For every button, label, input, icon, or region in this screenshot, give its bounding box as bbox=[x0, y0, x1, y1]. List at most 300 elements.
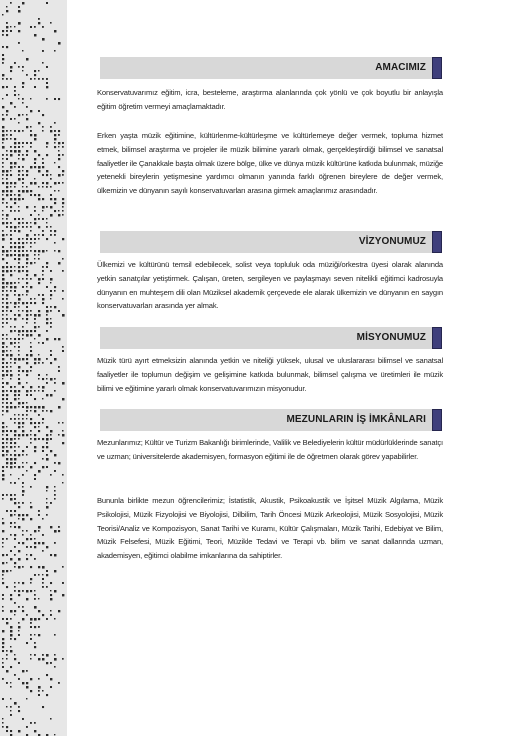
decorative-dot bbox=[46, 226, 48, 228]
decorative-dot bbox=[10, 154, 12, 156]
decorative-dot bbox=[58, 150, 60, 152]
decorative-dot bbox=[6, 730, 8, 732]
decorative-dot bbox=[10, 266, 12, 268]
decorative-dot bbox=[10, 186, 11, 187]
decorative-dot bbox=[18, 706, 20, 708]
decorative-dot bbox=[42, 586, 44, 588]
decorative-dot bbox=[18, 730, 20, 732]
decorative-dot bbox=[42, 298, 44, 300]
decorative-dot bbox=[34, 330, 36, 332]
decorative-dot bbox=[42, 62, 44, 64]
decorative-dot bbox=[10, 634, 13, 637]
decorative-dot bbox=[18, 438, 20, 440]
decorative-dot bbox=[2, 306, 4, 308]
decorative-dot bbox=[34, 590, 35, 591]
decorative-dot bbox=[26, 470, 28, 472]
decorative-dot bbox=[22, 610, 24, 612]
decorative-dot bbox=[50, 178, 52, 180]
decorative-dot bbox=[26, 126, 28, 128]
decorative-dot bbox=[18, 150, 21, 153]
decorative-dot bbox=[38, 22, 40, 24]
decorative-dot bbox=[38, 634, 40, 636]
decorative-dot bbox=[6, 374, 8, 376]
decorative-dot bbox=[2, 282, 4, 284]
decorative-dot bbox=[6, 234, 8, 236]
decorative-dot bbox=[58, 146, 59, 147]
decorative-dot bbox=[42, 398, 43, 399]
decorative-dot bbox=[22, 2, 24, 4]
decorative-dot bbox=[54, 250, 56, 252]
decorative-dot bbox=[2, 270, 4, 272]
decorative-dot bbox=[34, 254, 36, 256]
decorative-dot bbox=[62, 238, 64, 240]
decorative-dot bbox=[30, 370, 32, 372]
decorative-dot bbox=[42, 406, 45, 409]
decorative-dot bbox=[22, 426, 24, 428]
decorative-dot bbox=[22, 402, 24, 404]
decorative-dot bbox=[18, 398, 20, 400]
decorative-dot bbox=[30, 166, 32, 168]
decorative-dot bbox=[26, 322, 28, 324]
decorative-dot bbox=[54, 338, 56, 340]
decorative-dot bbox=[14, 270, 16, 272]
decorative-dot bbox=[2, 518, 3, 519]
decorative-dot bbox=[18, 206, 19, 207]
decorative-dot bbox=[58, 434, 60, 436]
decorative-dot bbox=[18, 98, 19, 99]
decorative-dot bbox=[6, 250, 8, 252]
decorative-dot bbox=[14, 338, 16, 340]
decorative-dot bbox=[2, 362, 4, 364]
decorative-dot bbox=[2, 562, 4, 564]
decorative-dot bbox=[58, 134, 60, 136]
decorative-dot bbox=[2, 98, 3, 99]
decorative-dot bbox=[26, 106, 28, 108]
decorative-dot bbox=[42, 250, 45, 253]
decorative-dot bbox=[42, 542, 44, 544]
decorative-dot bbox=[22, 154, 24, 156]
decorative-dot bbox=[30, 390, 32, 392]
decorative-dot bbox=[22, 718, 24, 720]
decorative-dot bbox=[10, 282, 12, 284]
decorative-dot bbox=[6, 706, 7, 707]
decorative-dot bbox=[10, 210, 12, 212]
decorative-dot bbox=[38, 166, 41, 169]
decorative-dot bbox=[42, 130, 44, 132]
decorative-dot bbox=[2, 326, 4, 328]
decorative-dot bbox=[10, 194, 12, 196]
decorative-dot bbox=[18, 506, 20, 508]
decorative-dot bbox=[26, 726, 28, 728]
decorative-dot bbox=[42, 162, 44, 164]
section-accent-marker bbox=[432, 409, 442, 431]
decorative-dot bbox=[42, 390, 44, 392]
decorative-dot bbox=[46, 218, 47, 219]
decorative-dot bbox=[50, 214, 53, 217]
decorative-dot bbox=[34, 178, 35, 179]
decorative-dot bbox=[2, 302, 4, 304]
decorative-dot bbox=[2, 202, 4, 204]
decorative-dot bbox=[10, 118, 12, 120]
decorative-dot bbox=[38, 278, 41, 281]
decorative-dot bbox=[42, 418, 44, 420]
decorative-dot bbox=[62, 594, 64, 596]
decorative-dot bbox=[46, 338, 48, 340]
decorative-dot bbox=[34, 242, 36, 244]
decorative-dot bbox=[58, 130, 60, 132]
decorative-dot bbox=[10, 630, 12, 632]
decorative-dot bbox=[22, 302, 24, 304]
decorative-dot bbox=[22, 226, 24, 228]
decorative-dot bbox=[18, 238, 20, 240]
decorative-dot bbox=[38, 426, 39, 427]
decorative-dot bbox=[14, 610, 16, 612]
decorative-dot bbox=[38, 238, 40, 240]
decorative-dot bbox=[2, 250, 5, 253]
decorative-dot bbox=[22, 98, 24, 100]
decorative-dot bbox=[34, 158, 36, 160]
decorative-dot bbox=[10, 418, 12, 420]
decorative-dot bbox=[2, 190, 5, 193]
decorative-dot bbox=[6, 570, 8, 572]
decorative-dot bbox=[18, 594, 20, 596]
decorative-dot bbox=[38, 250, 40, 252]
decorative-dot bbox=[14, 242, 16, 244]
decorative-dot bbox=[54, 530, 57, 533]
decorative-dot bbox=[2, 570, 5, 573]
decorative-dot bbox=[30, 262, 32, 264]
decorative-dot bbox=[18, 346, 20, 348]
decorative-dot bbox=[2, 350, 5, 353]
decorative-dot bbox=[14, 526, 16, 528]
decorative-dot bbox=[42, 26, 44, 28]
decorative-dot bbox=[38, 530, 40, 532]
decorative-dot bbox=[18, 146, 20, 148]
decorative-dot bbox=[26, 354, 28, 356]
decorative-dot bbox=[50, 230, 52, 232]
decorative-dot bbox=[18, 542, 20, 544]
decorative-dot bbox=[50, 318, 51, 319]
decorative-dot bbox=[10, 354, 13, 357]
decorative-dot bbox=[30, 386, 32, 388]
decorative-dot bbox=[38, 334, 41, 337]
decorative-dot bbox=[26, 590, 28, 592]
decorative-dot bbox=[38, 694, 40, 696]
decorative-dot bbox=[6, 562, 7, 563]
decorative-dot bbox=[50, 126, 52, 128]
decorative-dot bbox=[26, 642, 28, 644]
decorative-dot bbox=[10, 102, 12, 104]
decorative-dot bbox=[46, 306, 48, 308]
decorative-dot bbox=[34, 162, 36, 164]
decorative-dot bbox=[6, 30, 8, 32]
decorative-dot bbox=[26, 74, 28, 76]
decorative-dot bbox=[42, 614, 44, 616]
decorative-dot bbox=[6, 362, 8, 364]
decorative-dot bbox=[42, 458, 44, 460]
decorative-dot bbox=[54, 382, 56, 384]
decorative-dot bbox=[26, 410, 28, 412]
decorative-dot bbox=[18, 258, 20, 260]
decorative-dot bbox=[2, 162, 4, 164]
decorative-dot bbox=[10, 134, 12, 136]
decorative-dot bbox=[26, 302, 28, 304]
decorative-dot bbox=[30, 182, 32, 184]
decorative-dot bbox=[58, 366, 60, 368]
decorative-dot bbox=[22, 222, 24, 224]
decorative-dot bbox=[6, 390, 8, 392]
decorative-dot bbox=[2, 182, 4, 184]
decorative-dot bbox=[10, 446, 12, 448]
decorative-dot bbox=[6, 442, 8, 444]
decorative-dot bbox=[18, 66, 20, 68]
decorative-dot bbox=[10, 130, 12, 132]
decorative-dot bbox=[34, 438, 36, 440]
decorative-dot bbox=[38, 154, 40, 156]
decorative-dot bbox=[2, 414, 3, 415]
decorative-dot bbox=[14, 510, 16, 512]
decorative-dot bbox=[10, 526, 11, 527]
decorative-dot bbox=[26, 274, 28, 276]
decorative-dot bbox=[42, 658, 44, 660]
decorative-dot bbox=[30, 678, 32, 680]
decorative-dot bbox=[14, 282, 16, 284]
decorative-dot bbox=[54, 570, 56, 572]
decorative-dot bbox=[54, 486, 55, 487]
decorative-dot bbox=[18, 178, 21, 181]
decorative-dot bbox=[22, 254, 24, 256]
decorative-dot bbox=[22, 286, 24, 288]
decorative-dot bbox=[26, 530, 28, 532]
decorative-dot bbox=[26, 614, 28, 616]
decorative-dot bbox=[6, 222, 8, 224]
decorative-dot bbox=[30, 354, 33, 357]
decorative-dot bbox=[14, 434, 16, 436]
decorative-dot bbox=[2, 278, 5, 281]
decorative-dot bbox=[6, 338, 8, 340]
decorative-dot bbox=[2, 374, 5, 377]
decorative-dot bbox=[62, 382, 65, 385]
decorative-dot bbox=[38, 430, 40, 432]
decorative-dot bbox=[38, 110, 40, 112]
decorative-dot bbox=[18, 154, 20, 156]
decorative-dot bbox=[42, 166, 44, 168]
decorative-dot bbox=[42, 450, 44, 452]
decorative-dot bbox=[42, 550, 44, 552]
decorative-dot bbox=[2, 574, 4, 576]
decorative-dot bbox=[18, 454, 20, 456]
decorative-dot bbox=[6, 138, 8, 140]
decorative-dot bbox=[54, 234, 56, 236]
decorative-dot bbox=[22, 466, 24, 468]
decorative-dot bbox=[30, 554, 32, 556]
decorative-dot bbox=[10, 270, 12, 272]
decorative-dot bbox=[14, 458, 16, 460]
decorative-dot bbox=[18, 198, 20, 200]
decorative-dot bbox=[30, 442, 32, 444]
decorative-dot bbox=[58, 154, 60, 156]
decorative-dot bbox=[2, 214, 4, 216]
decorative-dot bbox=[22, 182, 24, 184]
decorative-dot bbox=[46, 322, 48, 324]
decorative-dot bbox=[22, 158, 25, 161]
decorative-dot bbox=[22, 310, 24, 312]
decorative-dot bbox=[30, 302, 32, 304]
decorative-dot bbox=[6, 618, 8, 620]
decorative-dot bbox=[2, 354, 4, 356]
decorative-dot bbox=[42, 654, 44, 656]
decorative-dot bbox=[14, 494, 16, 496]
decorative-dot bbox=[2, 394, 4, 396]
decorative-dot bbox=[18, 210, 20, 212]
decorative-dot bbox=[58, 182, 60, 184]
decorative-dot bbox=[42, 362, 44, 364]
decorative-dot bbox=[10, 638, 12, 640]
decorative-dot bbox=[26, 546, 28, 548]
decorative-dot bbox=[26, 670, 28, 672]
decorative-dot bbox=[30, 634, 32, 636]
decorative-dot bbox=[10, 370, 12, 372]
decorative-dot bbox=[10, 710, 11, 711]
decorative-dot bbox=[18, 222, 20, 224]
decorative-dot bbox=[10, 510, 12, 512]
decorative-dot bbox=[38, 598, 39, 599]
decorative-dot bbox=[14, 702, 17, 705]
decorative-dot bbox=[38, 510, 40, 512]
decorative-dot bbox=[26, 278, 28, 280]
decorative-dot bbox=[22, 502, 24, 504]
decorative-dot bbox=[26, 382, 28, 384]
decorative-dot bbox=[42, 566, 45, 569]
decorative-dot bbox=[6, 318, 8, 320]
decorative-dot bbox=[34, 642, 36, 644]
decorative-dot bbox=[10, 598, 12, 600]
decorative-dot bbox=[26, 686, 28, 688]
decorative-dot bbox=[18, 22, 21, 25]
decorative-dot bbox=[18, 418, 20, 420]
decorative-dot bbox=[22, 86, 24, 88]
paragraph-vizyonumuz: Ülkemizi ve kültürünü temsil edebilecek, solist veya topluluk oda müziği/orkestra üyesi olarak alanında yetkin sanatçılar yetiştirmek. Çalışan, üreten, sergileyen ve paylaşmayı seven nitelikli eğitimci kadrosuyla dünyanın en muhteşem dili olan Müziksel akademik çerçevede ele alarak ülkemizin ve dünyanın en saygın konservatuvarları arasında yer almak. bbox=[97, 260, 443, 311]
decorative-dot bbox=[10, 626, 12, 628]
decorative-dot bbox=[2, 106, 4, 108]
decorative-dot bbox=[14, 194, 16, 196]
decorative-dot bbox=[46, 502, 47, 503]
decorative-dot bbox=[58, 210, 59, 211]
decorative-dot bbox=[10, 238, 12, 240]
decorative-dot bbox=[6, 294, 8, 296]
decorative-dot bbox=[26, 390, 28, 392]
decorative-dot bbox=[2, 130, 4, 132]
decorative-dot bbox=[46, 310, 49, 313]
decorative-dot bbox=[14, 406, 16, 408]
decorative-dot bbox=[10, 438, 13, 441]
decorative-dot bbox=[18, 6, 20, 8]
decorative-dot bbox=[50, 718, 52, 720]
decorative-dot bbox=[46, 186, 48, 188]
decorative-dot bbox=[38, 566, 40, 568]
decorative-dot bbox=[18, 10, 21, 13]
decorative-dot bbox=[38, 406, 40, 408]
decorative-side-strip bbox=[0, 0, 67, 736]
decorative-dot bbox=[10, 458, 13, 461]
decorative-dot bbox=[54, 590, 56, 592]
decorative-dot bbox=[2, 218, 3, 219]
decorative-dot bbox=[10, 374, 13, 377]
decorative-dot bbox=[62, 346, 64, 348]
decorative-dot bbox=[2, 442, 4, 444]
decorative-dot bbox=[38, 438, 40, 440]
decorative-dot bbox=[26, 414, 28, 416]
decorative-dot bbox=[46, 142, 48, 144]
decorative-dot bbox=[46, 154, 48, 156]
decorative-dot bbox=[42, 182, 44, 184]
decorative-dot bbox=[50, 686, 52, 688]
decorative-dot bbox=[62, 566, 64, 568]
decorative-dot bbox=[38, 362, 40, 364]
decorative-dot bbox=[50, 326, 52, 328]
decorative-dot bbox=[14, 326, 16, 328]
decorative-dot bbox=[30, 534, 32, 536]
decorative-dot bbox=[42, 270, 44, 272]
decorative-dot bbox=[14, 342, 16, 344]
decorative-dot bbox=[38, 294, 40, 296]
decorative-dot bbox=[58, 214, 60, 216]
decorative-dot bbox=[10, 234, 12, 236]
decorative-dot bbox=[2, 286, 5, 289]
decorative-dot bbox=[6, 262, 8, 264]
decorative-dot bbox=[14, 118, 16, 120]
decorative-dot bbox=[42, 578, 44, 580]
decorative-dot bbox=[42, 114, 44, 116]
decorative-dot bbox=[54, 654, 56, 656]
decorative-dot bbox=[14, 422, 16, 424]
decorative-dot bbox=[26, 698, 27, 699]
decorative-dot bbox=[2, 294, 4, 296]
decorative-dot bbox=[34, 150, 36, 152]
decorative-dot bbox=[46, 498, 47, 499]
decorative-dot bbox=[6, 290, 8, 292]
decorative-dot bbox=[10, 686, 12, 688]
decorative-dot bbox=[22, 114, 23, 115]
decorative-dot bbox=[42, 386, 45, 389]
decorative-dot bbox=[22, 318, 24, 320]
decorative-dot bbox=[18, 382, 21, 385]
decorative-dot bbox=[10, 402, 12, 404]
decorative-dot bbox=[18, 710, 20, 712]
decorative-dot bbox=[18, 518, 19, 519]
decorative-dot bbox=[6, 394, 8, 396]
decorative-dot bbox=[30, 110, 32, 112]
decorative-dot bbox=[14, 318, 16, 320]
decorative-dot bbox=[62, 206, 64, 208]
decorative-dot bbox=[30, 418, 32, 420]
decorative-dot bbox=[10, 318, 12, 320]
decorative-dot bbox=[34, 406, 36, 408]
decorative-dot bbox=[2, 598, 4, 600]
paragraph-mezunlar-1: Mezunlarımız; Kültür ve Turizm Bakanlığı birimlerinde, Valilik ve Belediyelerin kültür müdürlüklerinde sanatçı ve uzman; üniversitelerde akademisyen, formasyon eğitimi ile de öğretmen olarak görev yapabilirler. bbox=[97, 438, 443, 461]
decorative-dot bbox=[30, 278, 32, 280]
decorative-dot bbox=[2, 478, 4, 480]
decorative-dot bbox=[38, 626, 40, 628]
decorative-dot bbox=[2, 154, 4, 156]
decorative-dot bbox=[2, 178, 3, 179]
decorative-dot bbox=[34, 654, 36, 656]
decorative-dot bbox=[46, 330, 48, 332]
decorative-dot bbox=[42, 78, 44, 80]
decorative-dot bbox=[34, 298, 35, 299]
paragraph-amacimiz-1: Konservatuvarımız eğitim, icra, besteleme, araştırma alanlarında çok yönlü ve çok boyutlu bir anlayışla eğitim öğretim vermeyi amaçlamaktadır. bbox=[97, 88, 443, 111]
decorative-dot bbox=[2, 494, 4, 496]
